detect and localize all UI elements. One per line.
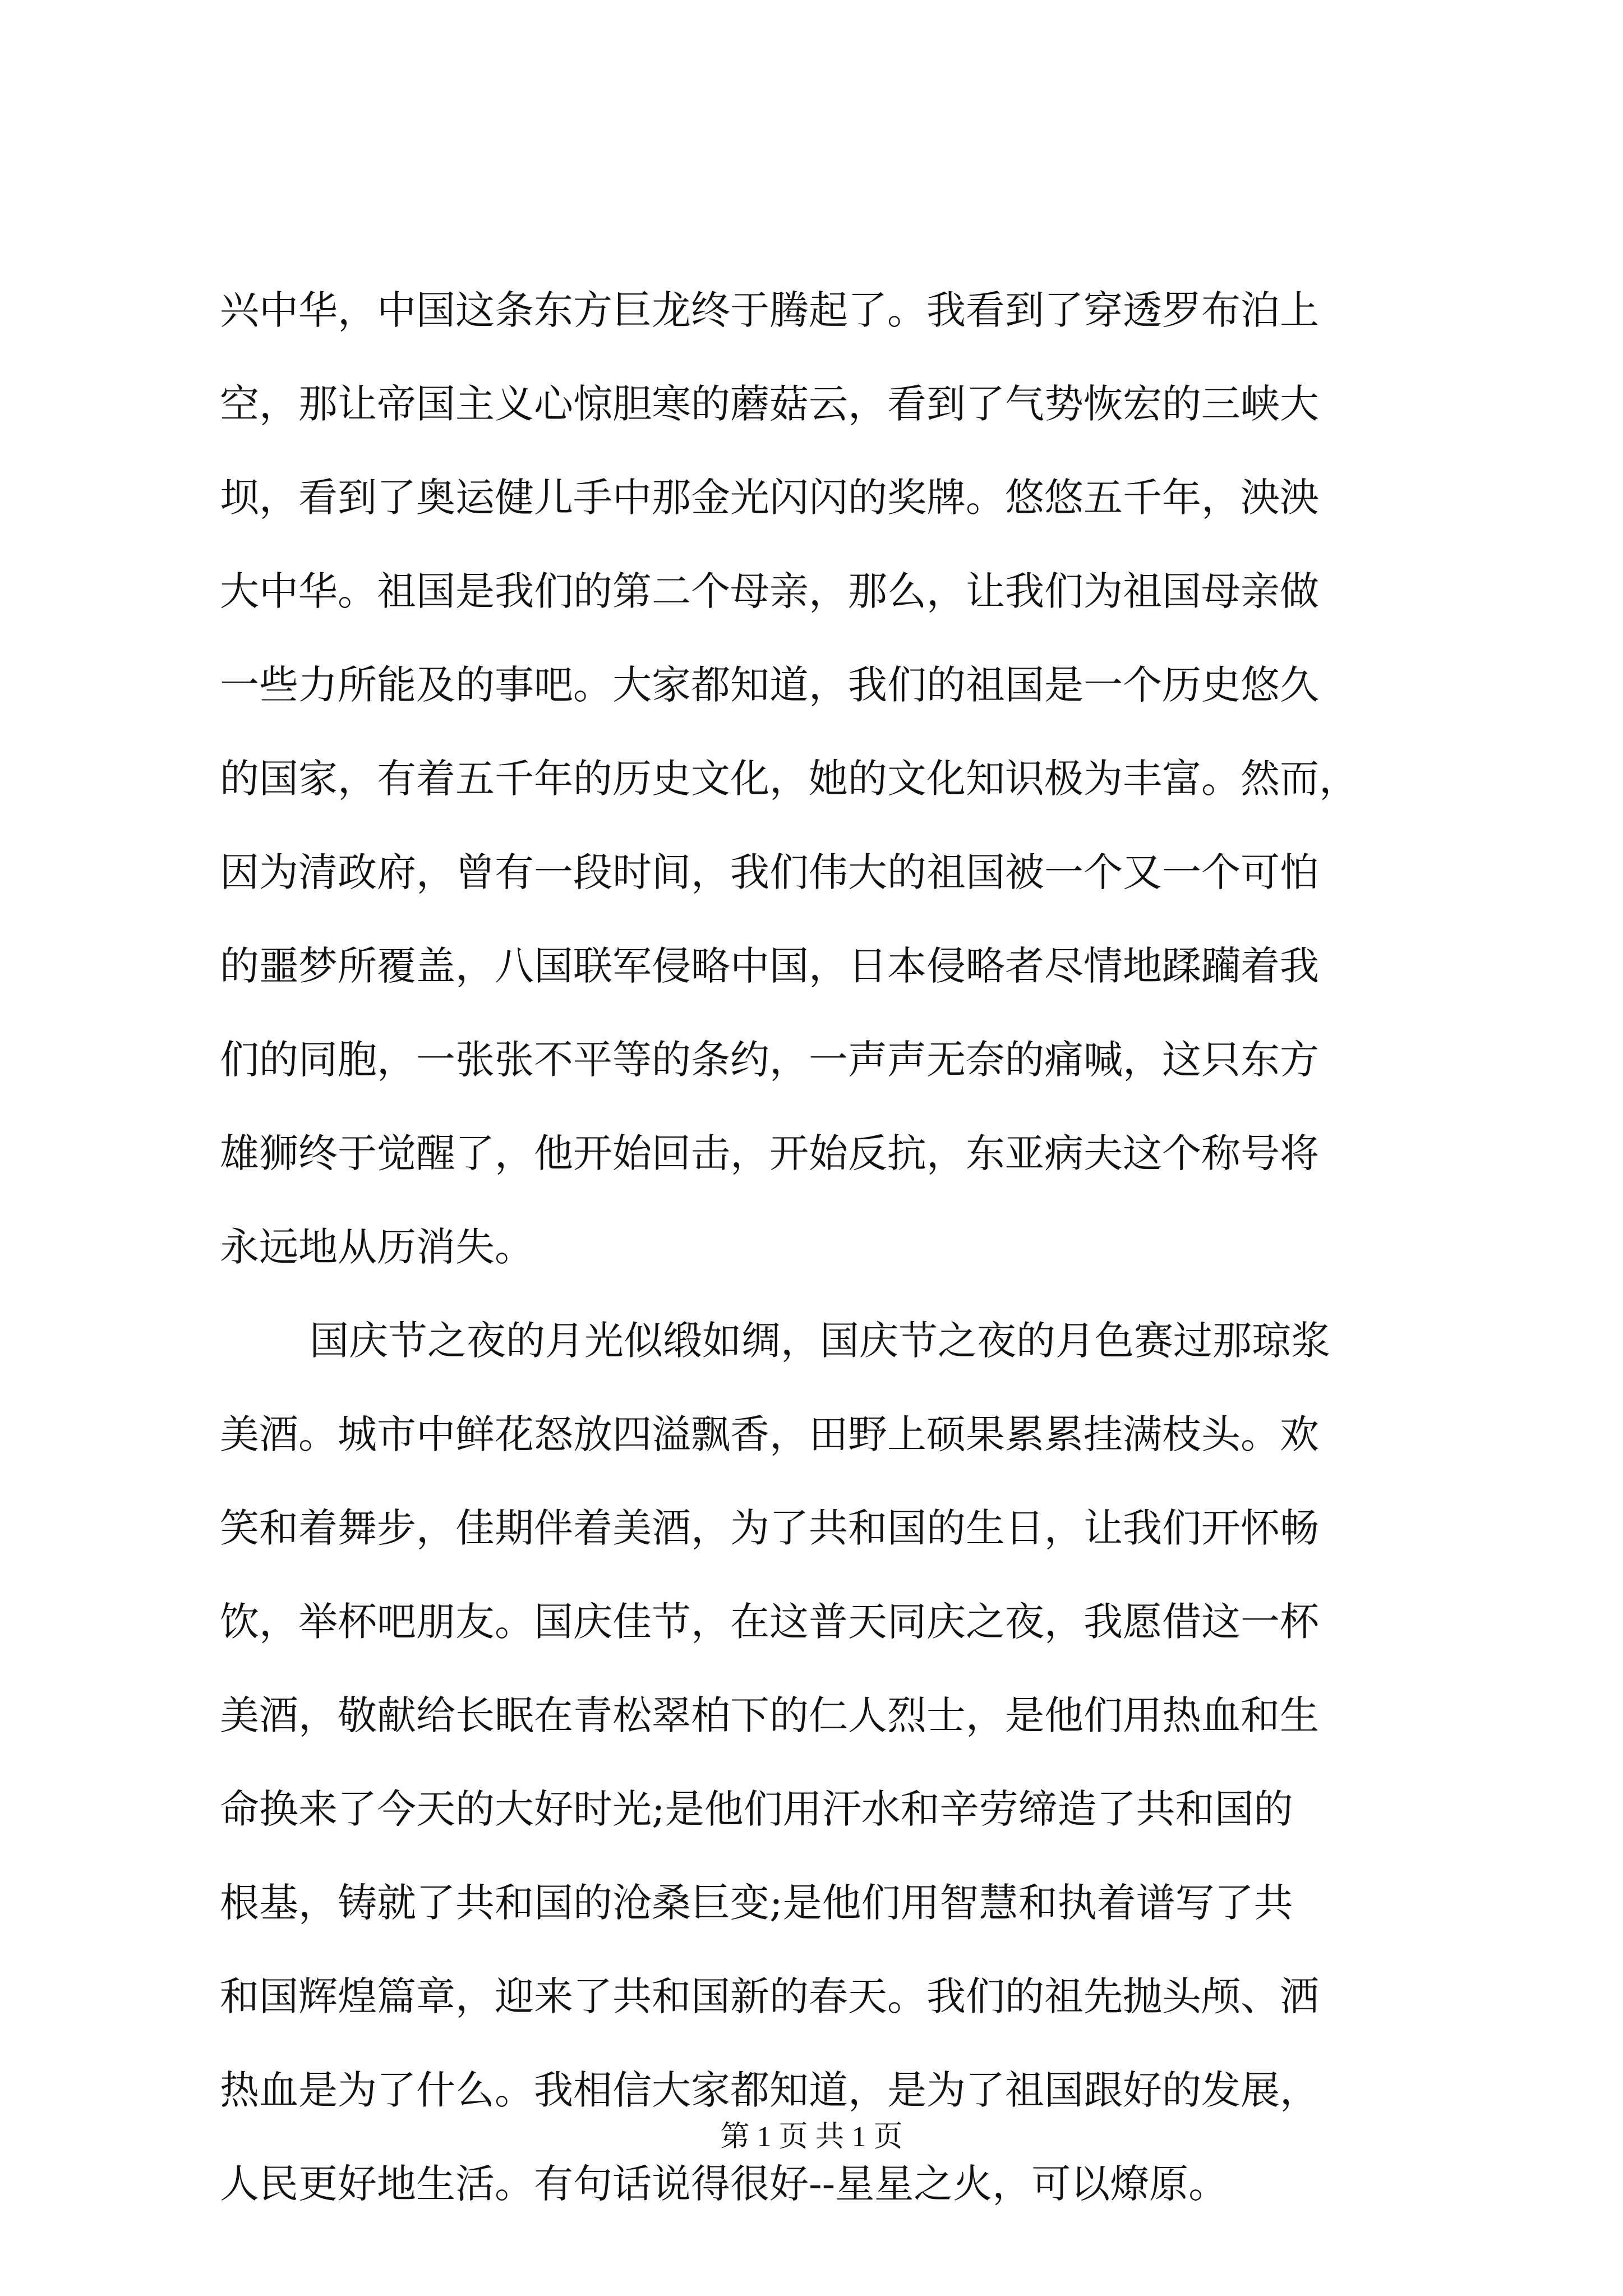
text-line: 坝，看到了奥运健儿手中那金光闪闪的奖牌。悠悠五千年，泱泱 [220,475,1319,521]
text-line: 的噩梦所覆盖，八国联军侵略中国，日本侵略者尽情地蹂躏着我 [220,943,1319,989]
text-line: 根基，铸就了共和国的沧桑巨变;是他们用智慧和执着谱写了共 [220,1880,1293,1926]
text-line: 大中华。祖国是我们的第二个母亲，那么，让我们为祖国母亲做 [220,568,1319,614]
text-line: 和国辉煌篇章，迎来了共和国新的春天。我们的祖先抛头颅、洒 [220,1973,1319,2019]
text-line: 人民更好地生活。有句话说得很好--星星之火，可以燎原。 [220,2161,1228,2207]
paragraph-first-line: 国庆节之夜的月光似缎如绸，国庆节之夜的月色赛过那琼浆 [310,1318,1330,1364]
text-line: 永远地从历消失。 [220,1224,534,1270]
body-text [220,264,1420,2231]
text-line: 饮，举杯吧朋友。国庆佳节，在这普天同庆之夜，我愿借这一杯 [220,1599,1319,1645]
text-line: 们的同胞，一张张不平等的条约，一声声无奈的痛喊，这只东方 [220,1037,1319,1083]
text-line: 热血是为了什么。我相信大家都知道，是为了祖国跟好的发展， [220,2067,1319,2113]
text-line: 命换来了今天的大好时光;是他们用汗水和辛劳缔造了共和国的 [220,1786,1293,1832]
text-line: 雄狮终于觉醒了，他开始回击，开始反抗，东亚病夫这个称号将 [220,1130,1319,1176]
text-line: 美酒，敬献给长眠在青松翠柏下的仁人烈士，是他们用热血和生 [220,1692,1319,1738]
text-line: 美酒。城市中鲜花怒放四溢飘香，田野上硕果累累挂满枝头。欢 [220,1411,1319,1457]
text-line: 的国家，有着五千年的历史文化，她的文化知识极为丰富。然而， [220,756,1358,802]
text-line: 笑和着舞步，佳期伴着美酒，为了共和国的生日，让我们开怀畅 [220,1505,1319,1551]
page-number-footer: 第 1 页 共 1 页 [720,2121,903,2153]
text-line: 空，那让帝国主义心惊胆寒的蘑菇云，看到了气势恢宏的三峡大 [220,381,1319,427]
text-line: 兴中华，中国这条东方巨龙终于腾起了。我看到了穿透罗布泊上 [220,287,1319,333]
text-line: 因为清政府，曾有一段时间，我们伟大的祖国被一个又一个可怕 [220,849,1319,895]
text-line: 一些力所能及的事吧。大家都知道，我们的祖国是一个历史悠久 [220,662,1319,708]
